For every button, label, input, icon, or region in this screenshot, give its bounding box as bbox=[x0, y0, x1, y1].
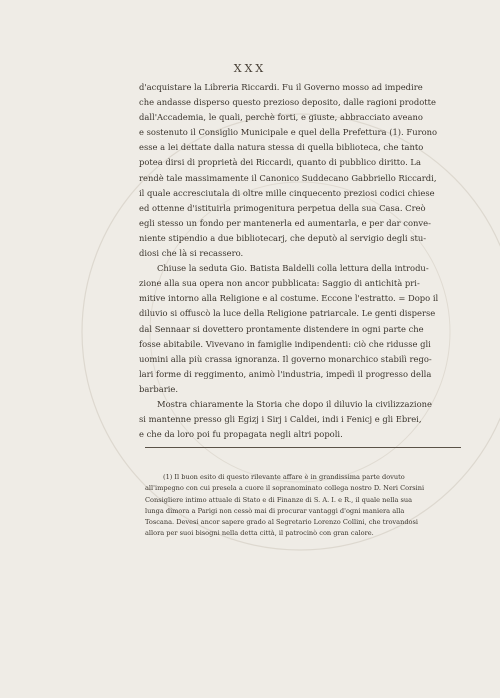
page-number: XXX bbox=[233, 62, 267, 75]
body-line: niente stipendio a due bibliotecarj, che deputò al servigio degli stu- bbox=[139, 232, 427, 243]
body-line: rendè tale massimamente il Canonico Suddecano Gabbriello Riccardi, bbox=[139, 172, 437, 183]
body-line: barbarie. bbox=[139, 383, 179, 394]
body-line: mitive intorno alla Religione e al costume. Eccone l'estratto. = Dopo il bbox=[139, 293, 439, 304]
body-line: Mostra chiaramente la Storia che dopo il diluvio la civilizzazione bbox=[157, 398, 432, 409]
footnote-line: (1) Il buon esito di questo rilevante affare è in grandissima parte dovuto bbox=[163, 473, 405, 481]
body-line: lari forme di reggimento, animò l'industria, impedì il progresso della bbox=[139, 368, 432, 379]
body-line: dall'Accademia, le quali, perchè forti, e giuste, abbracciato aveano bbox=[139, 112, 423, 123]
footnote bbox=[145, 472, 475, 540]
body-line: Chiuse la seduta Gio. Batista Baldelli colla lettura della introdu- bbox=[157, 263, 429, 274]
body-line: ed ottenne d'istituirla primogenitura perpetua della sua Casa. Creò bbox=[139, 202, 426, 213]
footnote-rule bbox=[145, 447, 461, 448]
body-line: si mantenne presso gli Egizj i Sirj i Caldei, indi i Fenicj e gli Ebrei, bbox=[139, 414, 422, 425]
body-line: diosi che là si recassero. bbox=[139, 248, 244, 259]
footnote-line: Consigliere intimo attuale di Stato e di Finanze di S. A. I. e R., il quale nella sua bbox=[145, 495, 413, 504]
footnote-line: allora per suoi bisogni nella detta città, il patrocinò con gran calore. bbox=[145, 529, 374, 538]
footnote-line: lunga dimora a Parigi non cessò mai di procurar vantaggi d'ogni maniera alla bbox=[145, 506, 405, 515]
body-line: esse a lei dettate dalla natura stessa di quella biblioteca, che tanto bbox=[139, 142, 424, 153]
body-line: zione alla sua opera non ancor pubblicata: Saggio di antichità pri- bbox=[139, 278, 420, 289]
body-line: dal Sennaar si dovettero prontamente distendere in ogni parte che bbox=[139, 323, 424, 334]
body-line: fosse abitabile. Vivevano in famiglie indipendenti: ciò che ridusse gli bbox=[139, 338, 431, 349]
body-line: d'acquistare la Libreria Riccardi. Fu il Governo mosso ad impedire bbox=[139, 82, 423, 92]
footnote-line: Toscana. Devesi ancor sapere grado al Segretario Lorenzo Collini, che trovandosi bbox=[145, 518, 419, 527]
body-line: potea dirsi di proprietà dei Riccardi, quanto di pubblico diritto. La bbox=[139, 157, 421, 168]
footnote-line: all'impegno con cui presela a cuore il sopranominato collega nostro D. Neri Corsini bbox=[145, 484, 425, 493]
body-line: il quale accresciutala di oltre mille cinquecento preziosi codici chiese bbox=[139, 187, 435, 198]
body-line: uomini alla più crassa ignoranza. Il governo monarchico stabilì rego- bbox=[139, 353, 432, 364]
body-line: che andasse disperso questo prezioso deposito, dalle ragioni prodotte bbox=[139, 97, 436, 108]
body-line: e che da loro poi fu propagata negli altri popoli. bbox=[139, 429, 343, 440]
body-line: e sostenuto il Consiglio Municipale e quel della Prefettura (1). Furono bbox=[139, 127, 438, 138]
body-line: diluvio si offuscò la luce della Religione patriarcale. Le genti disperse bbox=[139, 308, 436, 319]
body-line: egli stesso un fondo per mantenerla ed aumentarla, e per dar conve- bbox=[139, 217, 431, 228]
body-text bbox=[139, 80, 464, 442]
